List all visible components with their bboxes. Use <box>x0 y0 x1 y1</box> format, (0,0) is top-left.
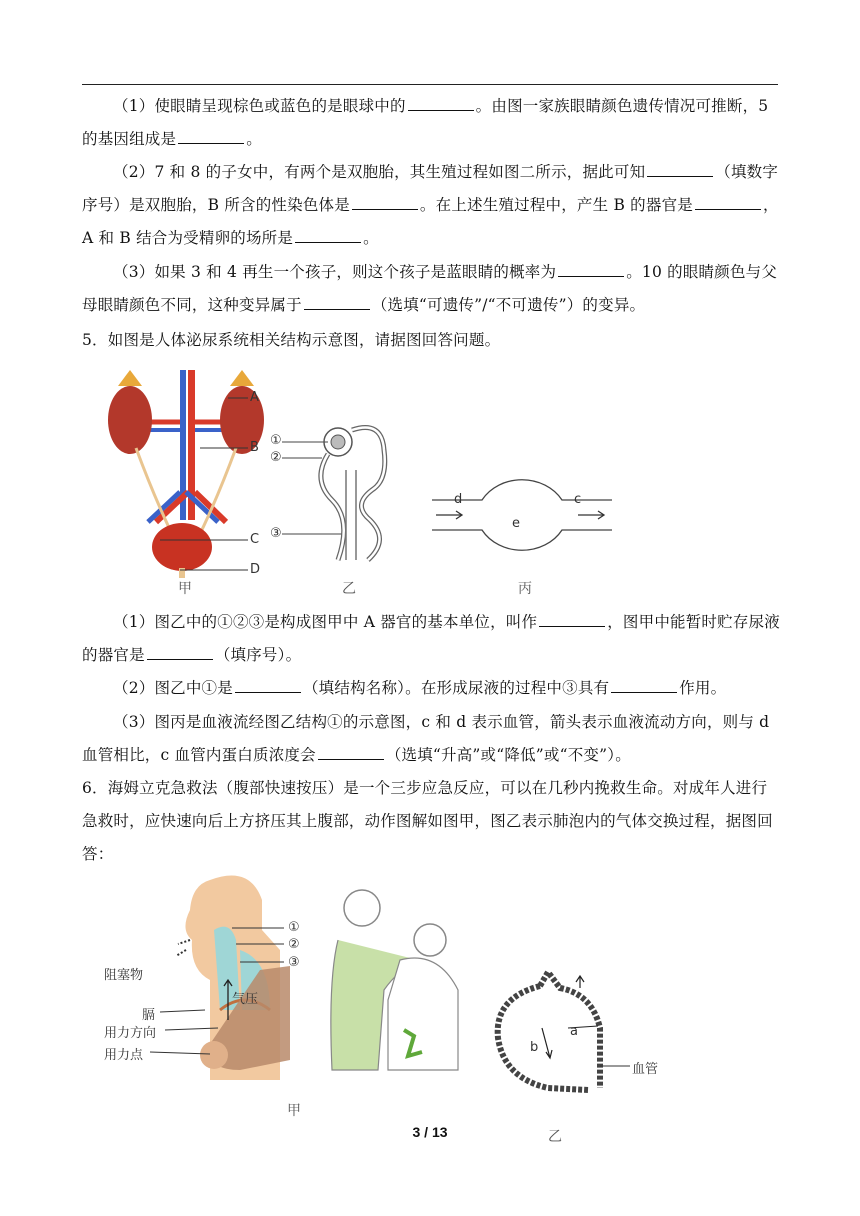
label-D: D <box>250 562 261 577</box>
label-3: ③ <box>270 526 282 541</box>
label-6-1: ① <box>288 920 300 935</box>
label-d: d <box>454 492 463 507</box>
label-e: e <box>512 516 520 531</box>
label-obstruction: 阻塞物 <box>104 968 144 983</box>
label-6-2: ② <box>288 937 300 952</box>
label-vessel: 血管 <box>632 1062 659 1077</box>
label-A: A <box>250 390 259 405</box>
q4-part3: （3）如果 3 和 4 再生一个孩子，则这个孩子是蓝眼睛的概率为 。10 的眼睛颜色与父母眼睛颜色不同，这种变异属于 （选填“可遗传”/“不可遗传”）的变异。 <box>82 263 778 314</box>
caption-6-yi: 乙 <box>548 1129 562 1145</box>
label-c: c <box>574 492 582 507</box>
label-b: b <box>530 1040 539 1055</box>
label-force-point: 用力点 <box>104 1048 144 1063</box>
caption-6-jia: 甲 <box>287 1103 301 1119</box>
label-C: C <box>250 532 260 547</box>
q5-part2: （2）图乙中①是 （填结构名称）。在形成尿液的过程中③具有 作用。 <box>113 679 727 697</box>
q5-stem: 5．如图是人体泌尿系统相关结构示意图，请据图回答问题。 <box>82 331 501 349</box>
caption-yi: 乙 <box>342 581 356 597</box>
q4-part2: （2）7 和 8 的子女中，有两个是双胞胎，其生殖过程如图二所示，据此可知 （填数字序号）是双胞胎，B 所含的性染色体是 。在上述生殖过程中，产生 B 的器官是 ，A 和 B 结合为受精卵的场所是 。 <box>82 163 779 247</box>
page-number: 3 / 13 <box>412 1124 448 1140</box>
q5-part1: （1）图乙中的①②③是构成图甲中 A 器官的基本单位，叫作 ，图甲中能暂时贮存尿液的器官是 （填序号）。 <box>82 613 780 664</box>
label-air-pressure: 气压 <box>232 992 259 1007</box>
label-6-3: ③ <box>288 955 300 970</box>
label-B: B <box>250 440 259 455</box>
q6-stem: 6．海姆立克急救法（腹部快速按压）是一个三步应急反应，可以在几秒内挽救生命。对成年人进行急救时，应快速向后上方挤压其上腹部，动作图解如图甲，图乙表示肺泡内的气体交换过程，据图回答： <box>82 779 773 863</box>
label-2: ② <box>270 450 282 465</box>
caption-jia: 甲 <box>178 581 192 597</box>
q5-part3: （3）图丙是血液流经图乙结构①的示意图，c 和 d 表示血管，箭头表示血液流动方向，则与 d 血管相比，c 血管内蛋白质浓度会 （选填“升高”或“降低”或“不变”）。 <box>82 713 770 764</box>
caption-bing: 丙 <box>518 581 532 597</box>
label-diaphragm: 膈 <box>142 1008 156 1023</box>
q4-part1: （1）使眼睛呈现棕色或蓝色的是眼球中的 。由图一家族眼睛颜色遗传情况可推断，5 的基因组成是 。 <box>82 97 769 148</box>
label-1: ① <box>270 433 282 448</box>
label-a: a <box>570 1024 578 1039</box>
label-force-direction: 用力方向 <box>104 1026 157 1041</box>
